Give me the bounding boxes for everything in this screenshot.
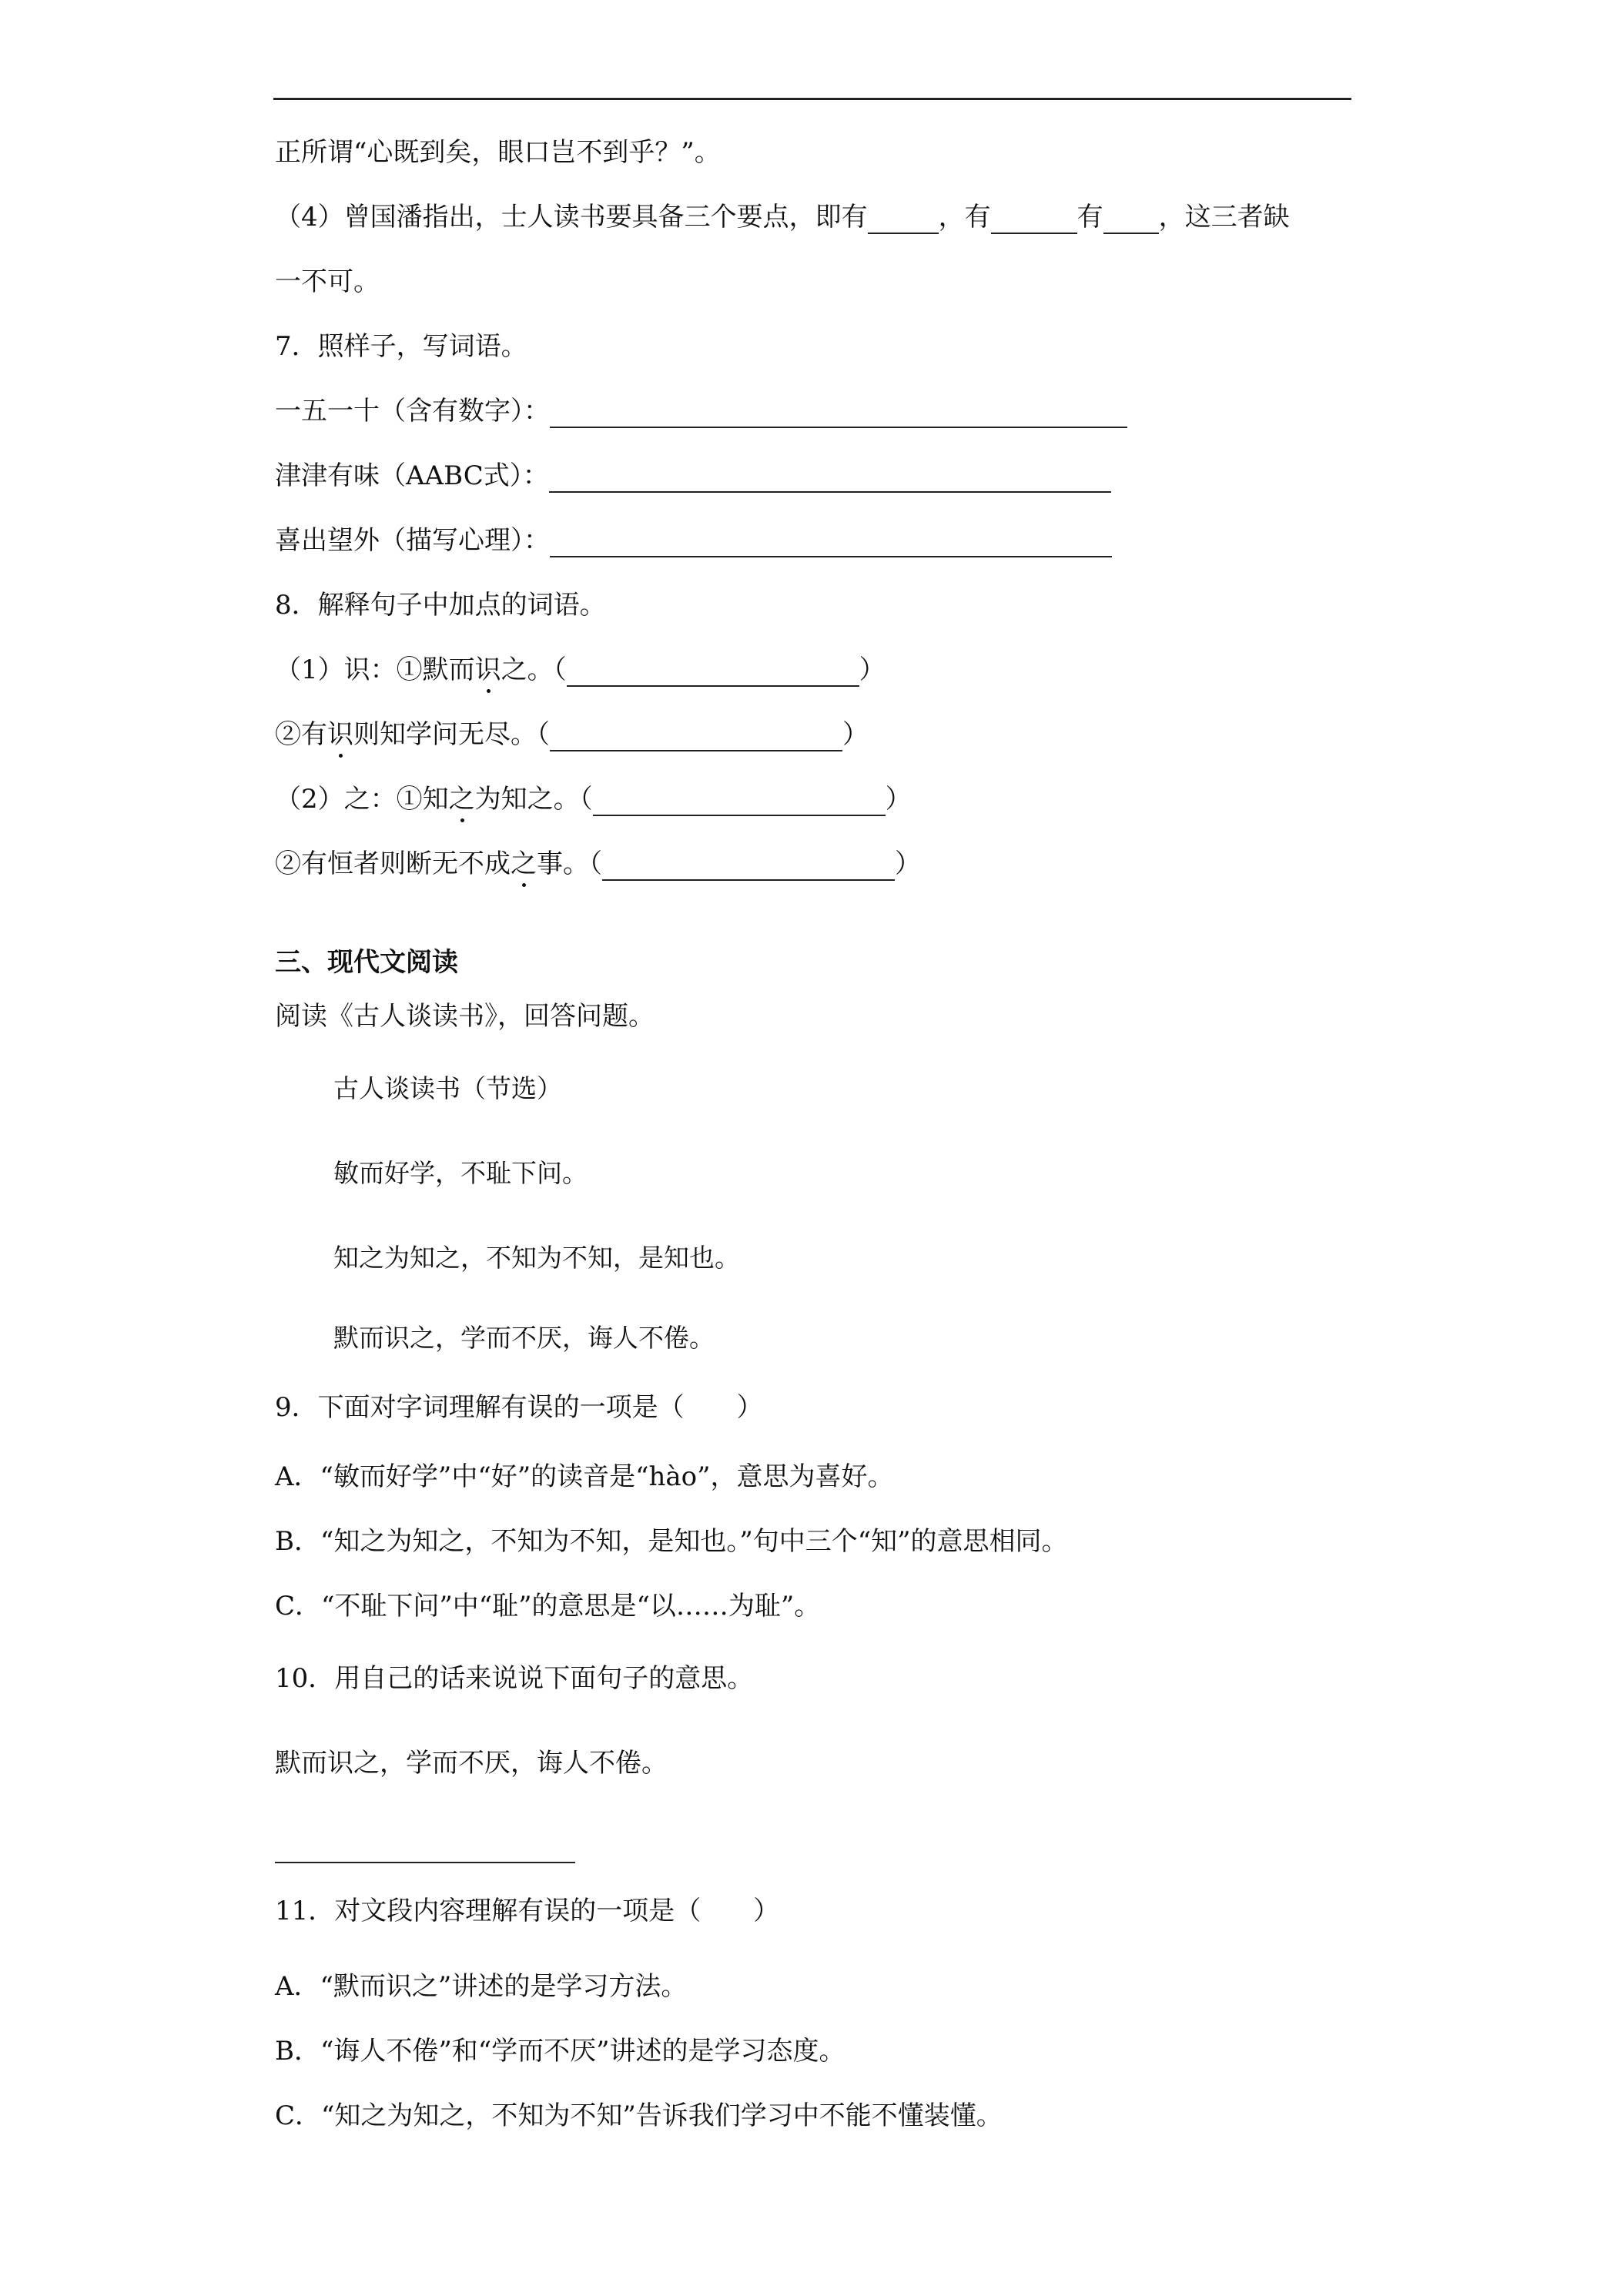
q8-row: （2）之：①知之为知之。（ ）	[275, 784, 912, 815]
q8-row: ②有恒者则断无不成之事。（ ）	[275, 848, 921, 879]
q7-item: 一五一十（含有数字）：	[275, 394, 1127, 428]
dotted-char: 之	[511, 848, 537, 879]
q6-continuation: 正所谓“心既到矣，眼口岂不到乎？”。	[275, 137, 721, 168]
q11-option-a[interactable]: A．“默而识之”讲述的是学习方法。	[275, 1971, 688, 2002]
q8-row: ②有识则知学问无尽。（ ）	[275, 719, 869, 750]
answer-blank[interactable]	[550, 722, 842, 751]
q10-stem: 10．用自己的话来说说下面句子的意思。	[275, 1663, 754, 1694]
q8-row: （1）识：①默而识之。（ ）	[275, 654, 886, 685]
answer-blank[interactable]	[550, 528, 1112, 557]
q9-option-c[interactable]: C．“不耻下问”中“耻”的意思是“以……为耻”。	[275, 1591, 821, 1622]
dotted-char: 识	[474, 654, 501, 685]
section-heading: 三、现代文阅读	[275, 947, 458, 978]
q7-item: 津津有味（AABC式）：	[275, 459, 1111, 493]
passage-line: 敏而好学，不耻下问。	[333, 1158, 588, 1188]
q7-title: 7．照样子，写词语。	[275, 331, 527, 362]
passage-line: 默而识之，学而不厌，诲人不倦。	[333, 1323, 715, 1353]
answer-blank[interactable]	[868, 205, 939, 234]
passage-title: 古人谈读书（节选）	[333, 1073, 562, 1103]
dotted-char: 识	[327, 719, 353, 750]
answer-blank[interactable]	[991, 205, 1077, 234]
q7-item: 喜出望外（描写心理）：	[275, 524, 1112, 557]
q9-option-a[interactable]: A．“敏而好学”中“好”的读音是“hào”，意思为喜好。	[275, 1461, 894, 1492]
answer-blank[interactable]	[1103, 205, 1159, 234]
answer-line[interactable]	[275, 1862, 575, 1863]
answer-blank[interactable]	[549, 464, 1111, 493]
q11-stem: 11．对文段内容理解有误的一项是（ ）	[275, 1896, 780, 1926]
q9-stem: 9．下面对字词理解有误的一项是（ ）	[275, 1392, 763, 1423]
q11-option-b[interactable]: B．“诲人不倦”和“学而不厌”讲述的是学习态度。	[275, 2036, 845, 2067]
reading-intro: 阅读《古人谈读书》，回答问题。	[275, 1001, 655, 1032]
q6-sub4-end: 一不可。	[275, 266, 380, 297]
answer-blank[interactable]	[567, 658, 859, 687]
q8-title: 8．解释句子中加点的词语。	[275, 590, 606, 621]
answer-blank[interactable]	[602, 852, 895, 881]
passage-line: 知之为知之，不知为不知，是知也。	[333, 1243, 740, 1273]
q9-option-b[interactable]: B．“知之为知之，不知为不知，是知也。”句中三个“知”的意思相同。	[275, 1526, 1068, 1557]
q11-option-c[interactable]: C．“知之为知之，不知为不知”告诉我们学习中不能不懂装懂。	[275, 2100, 1003, 2131]
dotted-char: 之	[448, 784, 475, 815]
header-rule	[273, 98, 1351, 100]
answer-blank[interactable]	[550, 399, 1127, 428]
answer-blank[interactable]	[593, 787, 886, 816]
q6-sub4: （4）曾国潘指出，士人读书要具备三个要点，即有 ，有 有 ，这三者缺	[275, 202, 1290, 233]
q10-sentence: 默而识之，学而不厌，诲人不倦。	[275, 1748, 668, 1779]
